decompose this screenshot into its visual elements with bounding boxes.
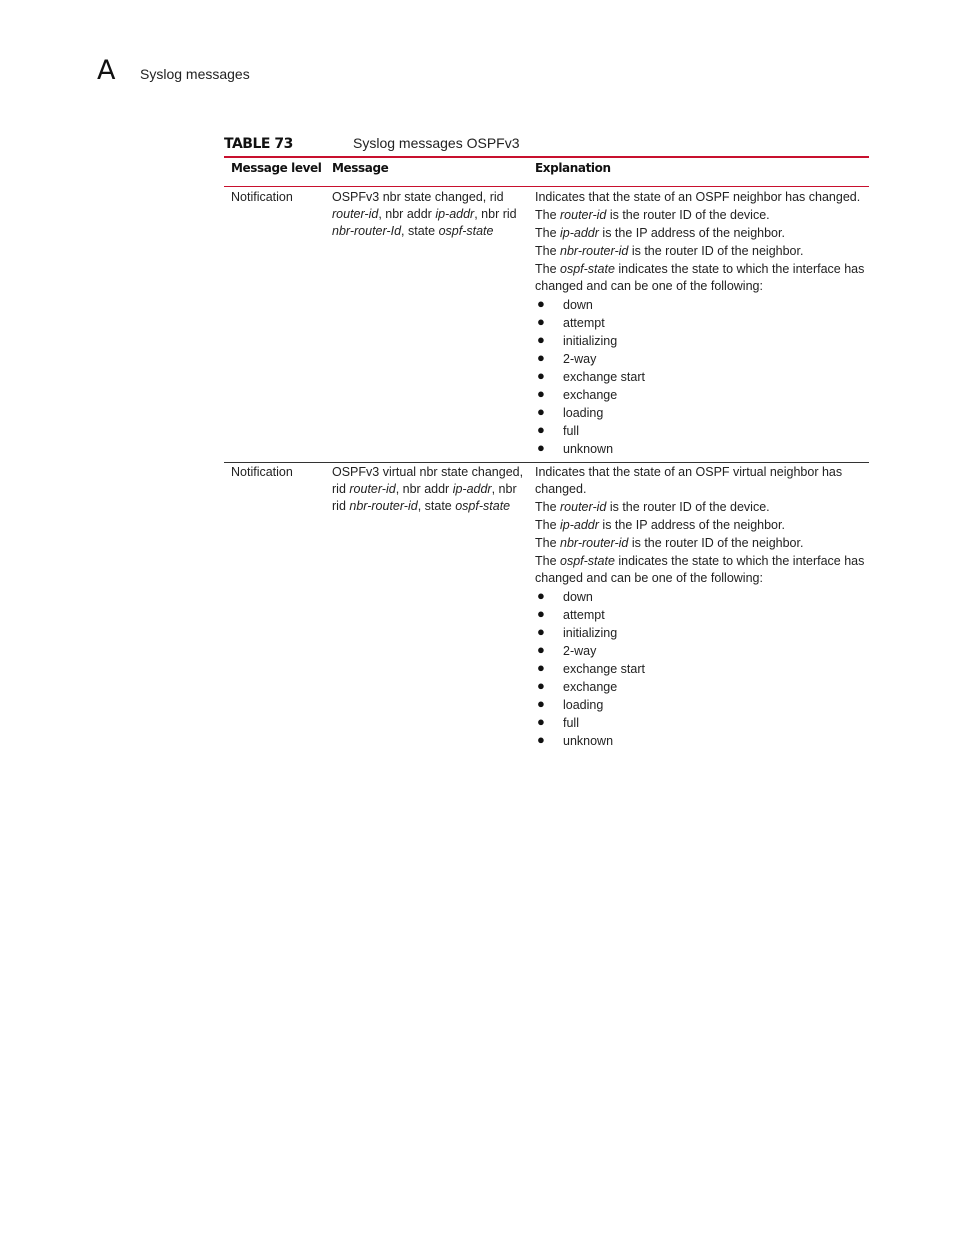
list-item: ● down xyxy=(537,296,593,312)
row2-level: Notification xyxy=(231,465,293,479)
bullet-icon: ● xyxy=(537,440,545,455)
list-item: ● exchange start xyxy=(537,368,645,384)
row2-state-list xyxy=(535,588,865,750)
bullet-icon: ● xyxy=(537,422,545,437)
row-divider xyxy=(224,462,869,463)
list-item: ● attempt xyxy=(537,314,605,330)
bullet-icon: ● xyxy=(537,350,545,365)
list-item: ● exchange xyxy=(537,386,618,402)
row2-message: OSPFv3 virtual nbr state changed, rid router-id, nbr addr ip-addr, nbr rid nbr-router-id, state ospf-state xyxy=(332,465,524,513)
list-item: ● down xyxy=(537,588,593,604)
bullet-icon: ● xyxy=(537,732,545,747)
list-item: ● 2-way xyxy=(537,642,597,658)
row2-line-ospf-state: The ospf-state indicates the state to which the interface has changed and can be one of the following: xyxy=(535,554,865,585)
bullet-icon: ● xyxy=(537,642,545,657)
column-header-level: Message level xyxy=(231,161,322,175)
column-header-message: Message xyxy=(332,161,389,175)
row1-line-router-id: The router-id is the router ID of the device. xyxy=(535,208,770,222)
chapter-letter: A xyxy=(97,55,116,86)
row1-intro: Indicates that the state of an OSPF neighbor has changed. xyxy=(535,190,861,204)
row2-line-nbr-router-id: The nbr-router-id is the router ID of the neighbor. xyxy=(535,536,804,550)
list-item: ● 2-way xyxy=(537,350,597,366)
bullet-icon: ● xyxy=(537,368,545,383)
bullet-icon: ● xyxy=(537,296,545,311)
row2-intro: Indicates that the state of an OSPF virtual neighbor has changed. xyxy=(535,465,843,496)
list-item: ● initializing xyxy=(537,624,618,640)
bullet-icon: ● xyxy=(537,386,545,401)
list-item: ● full xyxy=(537,714,579,730)
bullet-icon: ● xyxy=(537,404,545,419)
table-title: Syslog messages OSPFv3 xyxy=(353,135,520,151)
list-item: ● exchange xyxy=(537,678,618,694)
row1-line-ospf-state: The ospf-state indicates the state to which the interface has changed and can be one of the following: xyxy=(535,262,865,293)
row1-explanation xyxy=(535,189,865,458)
table-top-rule xyxy=(224,156,869,158)
bullet-icon: ● xyxy=(537,678,545,693)
row1-state-list xyxy=(535,296,865,458)
row2-explanation xyxy=(535,464,865,750)
list-item: ● loading xyxy=(537,696,604,712)
list-item: ● unknown xyxy=(537,440,614,456)
row1-line-nbr-router-id: The nbr-router-id is the router ID of the neighbor. xyxy=(535,244,804,258)
table-label: TABLE 73 xyxy=(224,136,293,152)
row1-line-ip-addr: The ip-addr is the IP address of the neighbor. xyxy=(535,226,785,240)
bullet-icon: ● xyxy=(537,332,545,347)
row2-line-ip-addr: The ip-addr is the IP address of the neighbor. xyxy=(535,518,785,532)
table-caption xyxy=(224,135,869,155)
list-item: ● loading xyxy=(537,404,604,420)
row2-line-router-id: The router-id is the router ID of the device. xyxy=(535,500,770,514)
list-item: ● attempt xyxy=(537,606,605,622)
running-head: Syslog messages xyxy=(140,66,250,82)
list-item: ● exchange start xyxy=(537,660,645,676)
bullet-icon: ● xyxy=(537,314,545,329)
list-item: ● initializing xyxy=(537,332,618,348)
bullet-icon: ● xyxy=(537,714,545,729)
column-header-explanation: Explanation xyxy=(535,161,611,175)
bullet-icon: ● xyxy=(537,696,545,711)
header-bottom-rule xyxy=(224,186,869,187)
bullet-icon: ● xyxy=(537,624,545,639)
list-item: ● unknown xyxy=(537,732,614,748)
bullet-icon: ● xyxy=(537,606,545,621)
bullet-icon: ● xyxy=(537,660,545,675)
list-item: ● full xyxy=(537,422,579,438)
bullet-icon: ● xyxy=(537,588,545,603)
row1-message: OSPFv3 nbr state changed, rid router-id, nbr addr ip-addr, nbr rid nbr-router-Id, state ospf-state xyxy=(332,190,517,238)
row1-level: Notification xyxy=(231,190,293,204)
